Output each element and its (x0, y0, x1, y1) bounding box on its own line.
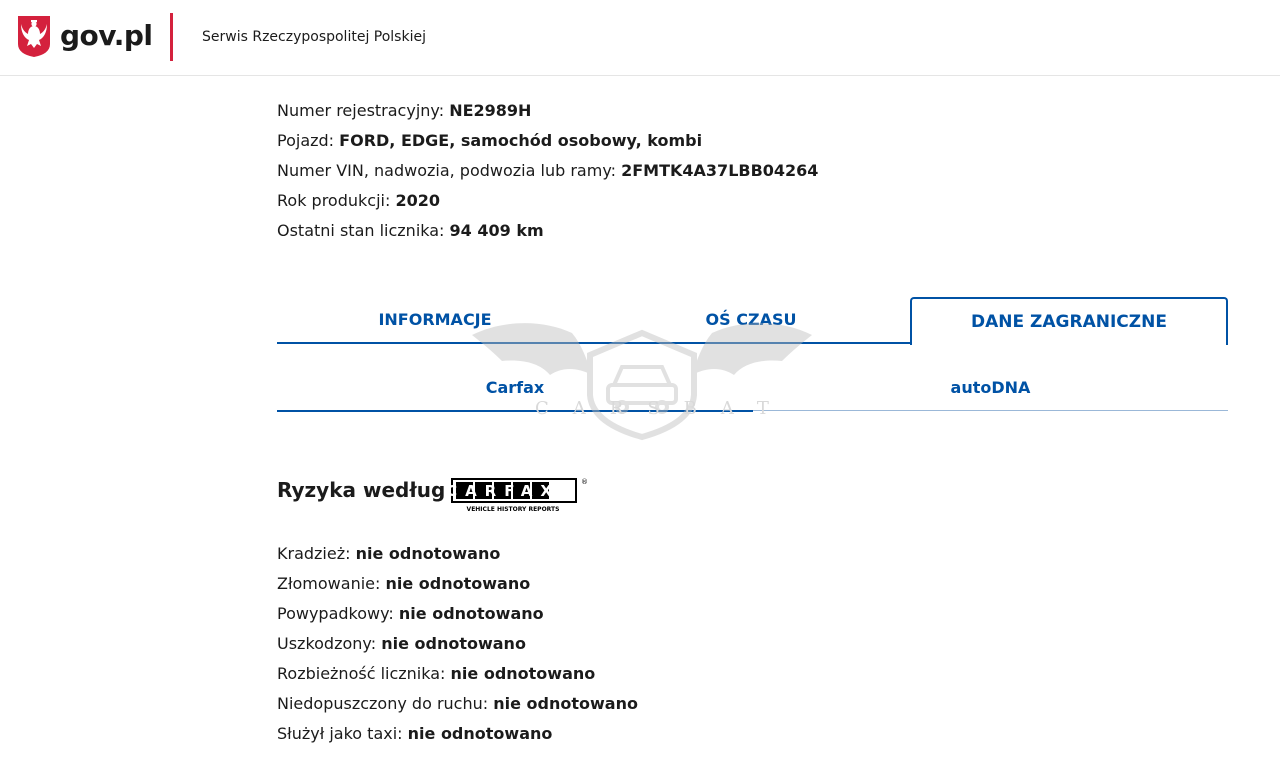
info-value: FORD, EDGE, samochód osobowy, kombi (339, 131, 703, 150)
info-value: 2020 (395, 191, 440, 210)
header-subtitle: Serwis Rzeczypospolitej Polskiej (202, 29, 426, 45)
risk-label: Rozbieżność licznika: (277, 664, 446, 683)
sub-tabs (277, 365, 1228, 413)
info-row-year (277, 186, 818, 216)
risk-label: Niedopuszczony do ruchu: (277, 694, 489, 713)
info-label: Ostatni stan licznika: (277, 221, 445, 240)
info-value: 94 409 km (449, 221, 544, 240)
risk-label: Złomowanie: (277, 574, 381, 593)
brand-name[interactable]: gov.pl (60, 19, 153, 52)
info-value: NE2989H (449, 101, 532, 120)
risk-heading: Ryzyka według (277, 478, 446, 502)
risk-row-accident (277, 599, 638, 629)
risk-value: nie odnotowano (381, 634, 526, 653)
risk-label: Kradzież: (277, 544, 351, 563)
site-header (0, 0, 1280, 76)
tab-informacje[interactable]: INFORMACJE (378, 309, 492, 329)
carfax-logo-sub: VEHICLE HISTORY REPORTS (466, 506, 560, 513)
info-row-vehicle (277, 126, 818, 156)
risk-value: nie odnotowano (450, 664, 596, 683)
risk-value: nie odnotowano (355, 544, 501, 563)
watermark-text: CARSBAT (535, 398, 793, 419)
info-row-odometer (277, 216, 818, 246)
subtab-autodna[interactable]: autoDNA (950, 377, 1031, 397)
risk-row-theft (277, 539, 638, 569)
vehicle-info (277, 96, 818, 246)
risk-label: Uszkodzony: (277, 634, 377, 653)
info-row-registration (277, 96, 818, 126)
info-label: Rok produkcji: (277, 191, 391, 210)
risk-list (277, 539, 638, 749)
risk-value: nie odnotowano (385, 574, 531, 593)
info-row-vin (277, 156, 818, 186)
info-label: Numer VIN, nadwozia, podwozia lub ramy: (277, 161, 617, 180)
risk-row-taxi (277, 719, 638, 749)
carfax-logo (446, 476, 588, 514)
carfax-registered-mark: ® (581, 478, 588, 486)
subtab-underline-active (277, 410, 753, 412)
risk-label: Powypadkowy: (277, 604, 394, 623)
info-label: Pojazd: (277, 131, 335, 150)
risk-row-odometer (277, 659, 638, 689)
polish-eagle-emblem-icon[interactable] (16, 14, 52, 58)
header-divider (170, 13, 173, 61)
carfax-logo-text: CARFAX (446, 482, 560, 500)
risk-value: nie odnotowano (407, 724, 553, 743)
risk-row-not-roadworthy (277, 689, 638, 719)
tab-os-czasu[interactable]: OŚ CZASU (705, 309, 797, 329)
tab-dane-zagraniczne-label: DANE ZAGRANICZNE (971, 312, 1167, 332)
subtab-carfax[interactable]: Carfax (485, 377, 545, 397)
info-value: 2FMTK4A37LBB04264 (621, 161, 819, 180)
risk-row-damaged (277, 629, 638, 659)
risk-label: Służył jako taxi: (277, 724, 403, 743)
risk-value: nie odnotowano (493, 694, 638, 713)
info-label: Numer rejestracyjny: (277, 101, 445, 120)
tab-dane-zagraniczne[interactable] (910, 297, 1228, 345)
risk-value: nie odnotowano (398, 604, 544, 623)
subtab-underline (753, 410, 1228, 411)
main-tabs (277, 297, 1228, 345)
risk-row-scrapped (277, 569, 638, 599)
